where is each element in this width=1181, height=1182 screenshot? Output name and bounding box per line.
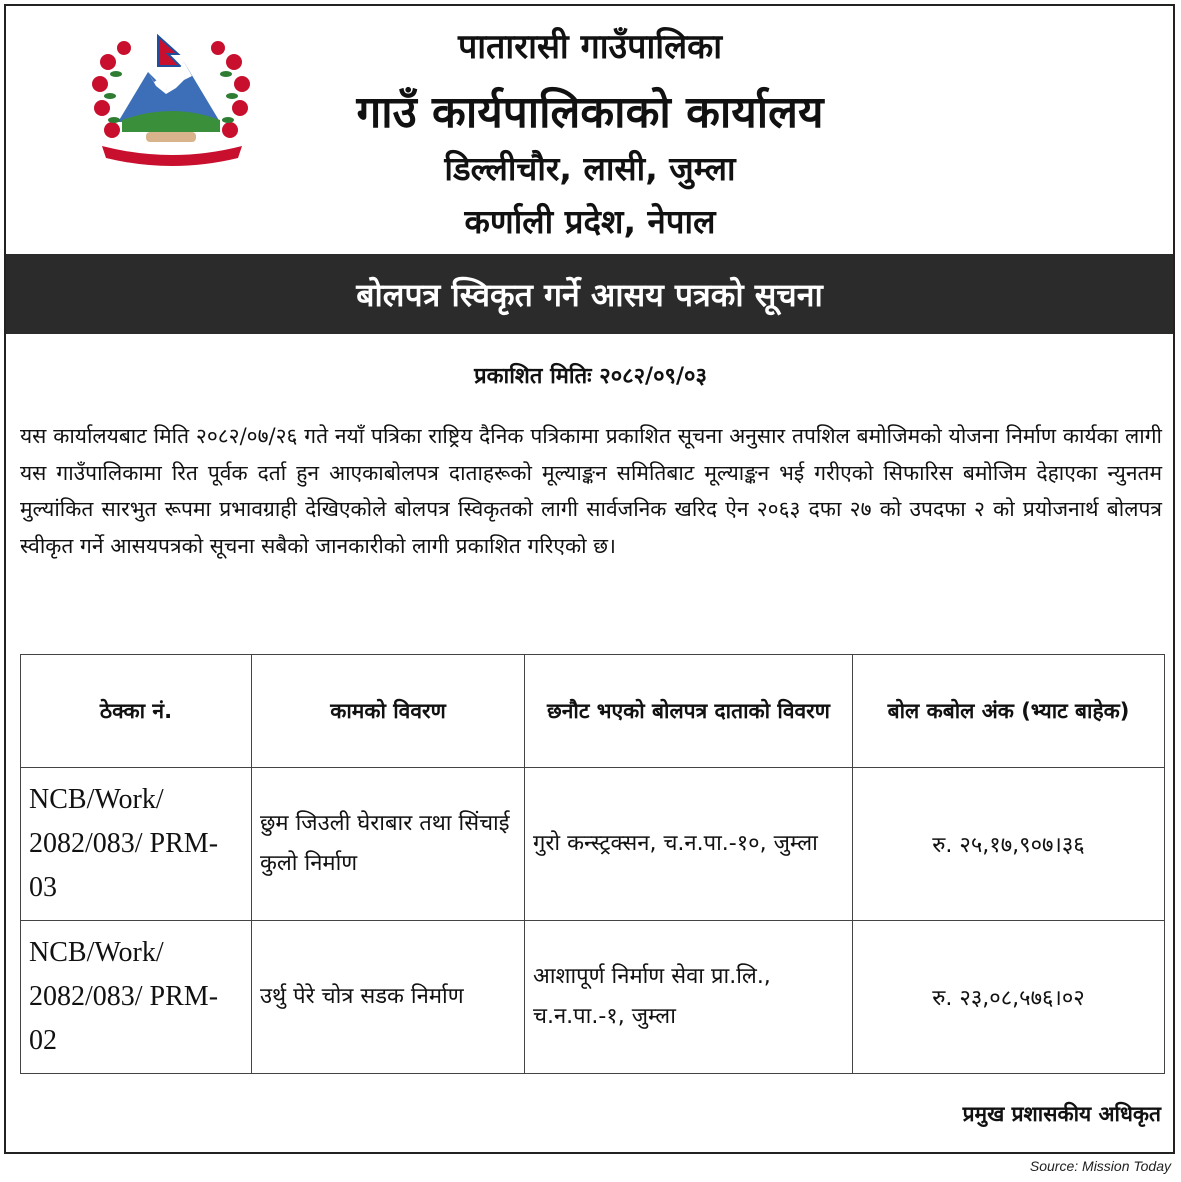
tender-table: [20, 654, 1165, 1074]
office-name: गाउँ कार्यपालिकाको कार्यालय: [356, 87, 824, 138]
published-date: [0, 360, 1181, 390]
selected-bidder: गुरो कन्स्ट्रक्सन, च.न.पा.-१०, जुम्ला: [525, 768, 853, 921]
work-description: छुम जिउली घेराबार तथा सिंचाई कुलो निर्माण: [252, 768, 525, 921]
table-header-row: [21, 655, 1165, 768]
signatory-title: प्रमुख प्रशासकीय अधिकृत: [962, 1102, 1161, 1126]
contract-no: NCB/Work/ 2082/083/ PRM-02: [21, 921, 252, 1074]
nepal-emblem-icon: [88, 32, 256, 172]
source-credit: Source: Mission Today: [1029, 1158, 1171, 1174]
notice-body-paragraph: यस कार्यालयबाट मिति २०८२/०७/२६ गते नयाँ पत्रिका राष्ट्रिय दैनिक पत्रिकामा प्रकाशित सूचना अनुसार तपशिल बमोजिमको योजना निर्माण कार्यका लागी यस गाउँपालिकामा रित पूर्वक दर्ता हुन आएकाबोलपत्र दाताहरूको मूल्याङ्कन समितिबाट मूल्याङ्कन भई गरीएको सिफारिस बमोजिम देहाएका न्युनतम मुल्यांकित सारभुत रूपमा प्रभावग्राही देखिएकोले बोलपत्र स्विकृतको लागी सार्वजनिक खरिद ऐन २०६३ दफा २७ को उपदफा २ को प्रयोजनार्थ बोलपत्र स्वीकृत गर्ने आसयपत्रको सूचना सबैको जानकारीको लागी प्रकाशित गरिएको छ।: [20, 424, 1162, 558]
office-address: डिल्लीचौर, लासी, जुम्ला: [444, 149, 736, 188]
notice-title-banner: [6, 254, 1173, 334]
header-contract-no: ठेक्का नं.: [21, 655, 252, 768]
published-date-label: प्रकाशित मितिः: [474, 364, 592, 389]
notice-title: बोलपत्र स्विकृत गर्ने आसय पत्रको सूचना: [356, 275, 823, 314]
bid-amount: रु. २३,०८,५७६।०२: [853, 921, 1165, 1074]
contract-no: NCB/Work/ 2082/083/ PRM-03: [21, 768, 252, 921]
table-row: [21, 921, 1165, 1074]
bid-amount: रु. २५,१७,९०७।३६: [853, 768, 1165, 921]
published-date-value: २०८२/०९/०३: [599, 364, 707, 389]
header-work-description: कामको विवरण: [252, 655, 525, 768]
province-country: कर्णाली प्रदेश, नेपाल: [464, 202, 716, 241]
header-bid-amount: बोल कबोल अंक (भ्याट बाहेक): [853, 655, 1165, 768]
work-description: उर्थु पेरे चोत्र सडक निर्माण: [252, 921, 525, 1074]
header-selected-bidder: छनौट भएको बोलपत्र दाताको विवरण: [525, 655, 853, 768]
municipality-name: पातारासी गाउँपालिका: [457, 27, 723, 67]
selected-bidder: आशापूर्ण निर्माण सेवा प्रा.लि., च.न.पा.-१, जुम्ला: [525, 921, 853, 1074]
table-row: [21, 768, 1165, 921]
